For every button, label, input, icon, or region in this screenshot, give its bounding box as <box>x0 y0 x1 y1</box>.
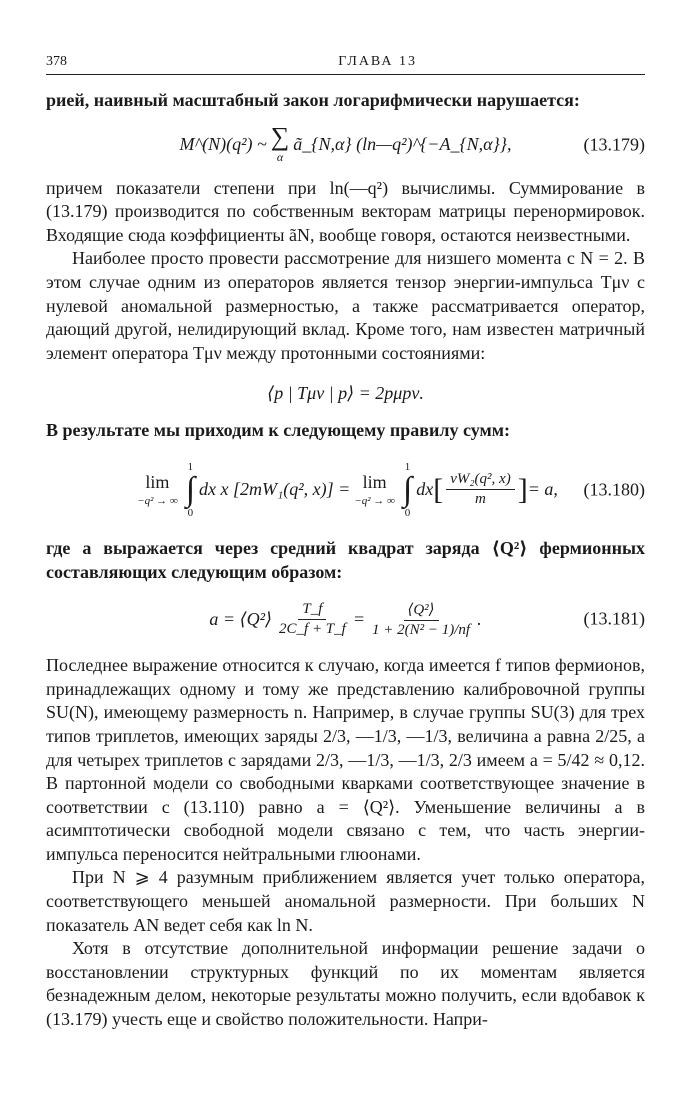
equation-matrix-element <box>46 373 645 413</box>
eq180-integrand-1: dx x [2mW₁(q², x)] = <box>199 479 351 500</box>
left-bracket: [ <box>433 472 444 506</box>
paragraph-3: Наиболее просто провести рассмотрение для низшего момента с N = 2. В этом случае одним из операторов является тензор энергии-импульса Tμν с нулевой аномальной размерностью, а также рассматривается оператор, дающий другой, нелидирующий вклад. Кроме того, нам известен матричный элемент оператора Tμν между протонными состояниями: <box>46 248 645 363</box>
integral-glyph: ∫ <box>402 470 413 508</box>
fraction-q2-denominator: 1 + 2(N² − 1)/nf <box>371 621 471 638</box>
fraction-vw2 <box>446 471 515 508</box>
eq181-tail: . <box>477 608 482 629</box>
lim-word: lim <box>145 472 170 493</box>
integral-2 <box>403 461 412 519</box>
paragraph-4: В результате мы приходим к следующему правилу сумм: <box>46 420 510 441</box>
paragraph-5: где a выражается через средний квадрат заряда ⟨Q²⟩ фермионных составляющих следующим образом: <box>46 537 645 582</box>
fraction-tf <box>275 601 350 638</box>
fraction-q2 <box>368 600 474 639</box>
fraction-vw2-numerator: νW₂(q², x) <box>446 471 515 490</box>
paragraph-6: Последнее выражение относится к случаю, когда имеется f типов фермионов, принадлежащих одному и тому же представлению калибровочной группы SU(N), имеющему размерность n. Например, в случае группы SU(3) для трех типов триплетов, имеющих заряды 2/3, —1/3, —1/3, величина a равна 2/25, а для четырех триплетов с зарядами 2/3, —1/3, —1/3, 2/3 имеем a = 5/42 ≈ 0,12. В партонной модели со свободными кварками соответствующее значение в соответствии с (13.110) равно a = ⟨Q²⟩. Уменьшение величины a в асимптотически свободной модели связано с тем, что часть энергии-импульса переносится нейтральными глюонами. <box>46 655 645 864</box>
fraction-q2-numerator: ⟨Q²⟩ <box>404 600 439 621</box>
limit-2-sub: −q² → ∞ <box>354 495 395 508</box>
paragraph-8: Хотя в отсутствие дополнительной информации решение задачи о восстановлении структурных функций по их моментам является безнадежным делом, некоторые результаты можно получить, если вдобавок к (13.179) учесть еще и свойство положительности. Напри- <box>46 938 645 1030</box>
limit-1 <box>137 472 178 507</box>
page-header <box>46 54 645 75</box>
sum-index: α <box>276 150 284 165</box>
eq180-integrand-2: dx <box>416 479 434 500</box>
right-bracket: ] <box>517 472 528 506</box>
eq179-lhs: M^(N)(q²) ~ <box>179 134 267 155</box>
integral-2-upper: 1 <box>404 460 411 473</box>
equation-13-179 <box>46 119 645 171</box>
limit-1-sub: −q² → ∞ <box>137 495 178 508</box>
paragraph-2: причем показатели степени при ln(—q²) вычислимы. Суммирование в (13.179) производится по собственным векторам матрицы перенормировок. Входящие сюда коэффициенты ãN, вообще говоря, остаются неизвестными. <box>46 177 645 245</box>
paragraph-7: При N ⩾ 4 разумным приближением является учет только оператора, соответствующего меньшей аномальной размерности. При больших N показатель AN ведет себя как ln N. <box>46 867 645 935</box>
equation-13-180 <box>46 451 645 529</box>
equation-number-181: (13.181) <box>583 608 645 629</box>
equation-number-179: (13.179) <box>583 134 645 155</box>
limit-2 <box>354 472 395 507</box>
eq-pt-expr: ⟨p | Tμν | p⟩ = 2pμpν. <box>267 382 424 403</box>
equation-number-180: (13.180) <box>583 479 645 500</box>
eq180-tail: = a, <box>527 479 558 500</box>
fraction-tf-denominator: 2C_f + T_f <box>279 620 346 637</box>
sum-symbol <box>271 124 290 165</box>
integral-glyph: ∫ <box>185 470 196 508</box>
fraction-tf-numerator: T_f <box>298 601 326 620</box>
eq181-equals: = <box>352 608 365 629</box>
lim-word: lim <box>362 472 387 493</box>
equation-13-181 <box>46 592 645 646</box>
fraction-vw2-denominator: m <box>475 491 486 508</box>
integral-1-lower: 0 <box>187 506 194 519</box>
chapter-title: ГЛАВА 13 <box>338 54 417 69</box>
paragraph-1: рией, наивный масштабный закон логарифмически нарушается: <box>46 90 580 110</box>
page-number: 378 <box>46 54 67 69</box>
integral-1 <box>186 461 195 519</box>
eq181-lhs: a = ⟨Q²⟩ <box>209 608 273 629</box>
eq179-rhs: ã_{N,α} (ln—q²)^{−A_{N,α}}, <box>293 134 512 155</box>
integral-2-lower: 0 <box>404 506 411 519</box>
integral-1-upper: 1 <box>187 460 194 473</box>
sigma-glyph: ∑ <box>270 122 290 152</box>
